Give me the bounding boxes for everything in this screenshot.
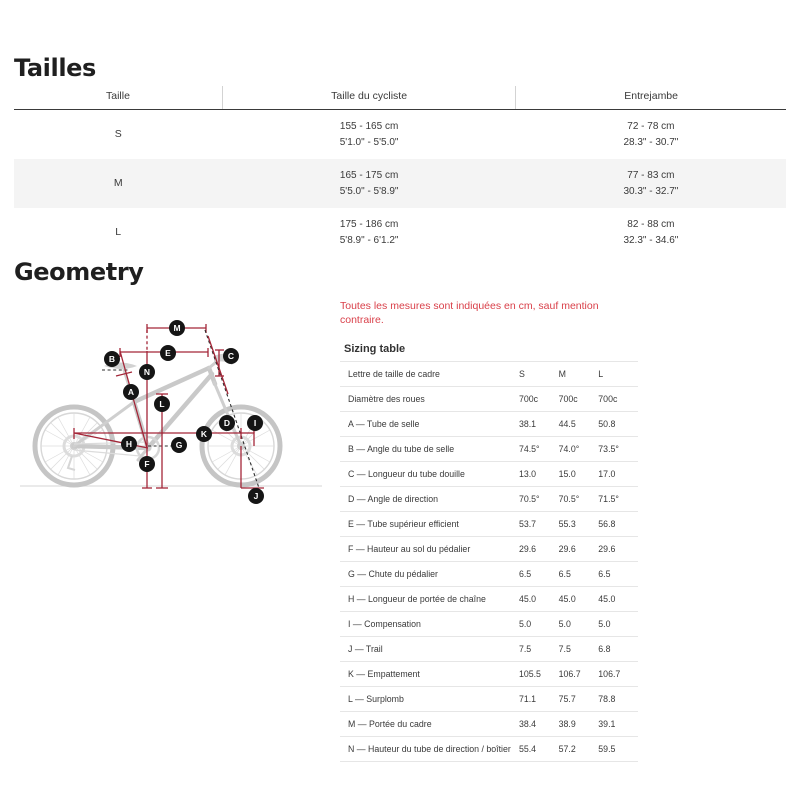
bike-geometry-diagram — [16, 306, 326, 541]
row-label: E — Tube supérieur efficient — [340, 512, 519, 537]
table-row-frame-size-letter — [340, 362, 638, 387]
row-label: J — Trail — [340, 637, 519, 662]
table-row-e-effective-top-tube — [340, 512, 638, 537]
marker-H — [121, 436, 137, 452]
header-taille: Taille — [14, 86, 222, 110]
row-label: Diamètre des roues — [340, 387, 519, 412]
value-s: 38.4 — [519, 712, 559, 737]
marker-A — [123, 384, 139, 400]
table-row — [14, 159, 786, 208]
cell-size: S — [114, 128, 122, 141]
value-l: 71.5° — [598, 487, 638, 512]
rider-height-cm: 165 - 175 cm — [339, 170, 399, 181]
value-l: 700c — [598, 387, 638, 412]
row-label: B — Angle du tube de selle — [340, 437, 519, 462]
table-row-c-head-tube-length — [340, 462, 638, 487]
value-m: M — [559, 362, 599, 387]
marker-G — [171, 437, 187, 453]
table-row — [14, 110, 786, 160]
value-s: 6.5 — [519, 562, 559, 587]
value-s: 71.1 — [519, 687, 559, 712]
value-l: 78.8 — [598, 687, 638, 712]
svg-text:B: B — [108, 354, 116, 364]
row-label: K — Empattement — [340, 662, 519, 687]
table-row-h-chainstay-length — [340, 587, 638, 612]
cell-inseam — [516, 110, 786, 160]
row-label: C — Longueur du tube douille — [340, 462, 519, 487]
table-header-row — [14, 86, 786, 110]
row-label: Lettre de taille de cadre — [340, 362, 519, 387]
value-m: 55.3 — [559, 512, 599, 537]
table-row — [14, 208, 786, 257]
marker-F — [139, 456, 155, 472]
value-m: 38.9 — [559, 712, 599, 737]
cell-rider-height — [222, 110, 515, 160]
table-row-b-seat-tube-angle — [340, 437, 638, 462]
svg-text:E: E — [165, 348, 171, 358]
row-label: A — Tube de selle — [340, 412, 519, 437]
inseam-cm: 72 - 78 cm — [627, 121, 675, 132]
table-row-g-bb-drop — [340, 562, 638, 587]
value-s: 53.7 — [519, 512, 559, 537]
value-m: 70.5° — [559, 487, 599, 512]
page-title-geometry: Geometry — [14, 258, 144, 286]
value-m: 57.2 — [559, 737, 599, 762]
value-l: L — [598, 362, 638, 387]
cell-rider-height — [222, 208, 515, 257]
cell-size: L — [115, 226, 122, 239]
value-m: 5.0 — [559, 612, 599, 637]
sizing-table-caption: Sizing table — [344, 343, 406, 356]
rider-height-ft: 5'5.0" - 5'8.9" — [339, 185, 399, 197]
svg-text:G: G — [175, 440, 183, 450]
value-s: 29.6 — [519, 537, 559, 562]
inseam-cm: 77 - 83 cm — [627, 170, 675, 181]
row-label: D — Angle de direction — [340, 487, 519, 512]
row-label: N — Hauteur du tube de direction / boîtier — [340, 737, 519, 762]
row-label: H — Longueur de portée de chaîne — [340, 587, 519, 612]
value-l: 29.6 — [598, 537, 638, 562]
row-label: L — Surplomb — [340, 687, 519, 712]
measurement-units-note: Toutes les mesures sont indiquées en cm, sauf mention contraire. — [340, 300, 599, 326]
cell-size: M — [14, 159, 222, 208]
value-l: 39.1 — [598, 712, 638, 737]
value-l: 59.5 — [598, 737, 638, 762]
value-l: 106.7 — [598, 662, 638, 687]
value-m: 7.5 — [559, 637, 599, 662]
marker-K — [196, 426, 212, 442]
table-row-k-wheelbase — [340, 662, 638, 687]
table-row-n-head-tube-height — [340, 737, 638, 762]
value-l: 45.0 — [598, 587, 638, 612]
geometry-sizing-table — [340, 361, 638, 762]
value-s: 70.5° — [519, 487, 559, 512]
geometry-panel — [340, 300, 638, 762]
value-l: 73.5° — [598, 437, 638, 462]
value-s: 74.5° — [519, 437, 559, 462]
cell-rider-height — [222, 159, 515, 208]
value-s: 700c — [519, 387, 559, 412]
value-m: 75.7 — [559, 687, 599, 712]
table-row-d-head-angle — [340, 487, 638, 512]
row-label: G — Chute du pédalier — [340, 562, 519, 587]
table-row-m-frame-reach — [340, 712, 638, 737]
svg-text:D: D — [223, 418, 231, 428]
svg-text:J: J — [253, 491, 259, 501]
value-s: 38.1 — [519, 412, 559, 437]
value-m: 74.0° — [559, 437, 599, 462]
value-s: 5.0 — [519, 612, 559, 637]
value-m: 700c — [559, 387, 599, 412]
svg-text:C: C — [227, 351, 235, 361]
marker-M — [169, 320, 185, 336]
value-s: 105.5 — [519, 662, 559, 687]
value-m: 44.5 — [559, 412, 599, 437]
row-label: I — Compensation — [340, 612, 519, 637]
svg-text:I: I — [253, 418, 257, 428]
value-l: 6.8 — [598, 637, 638, 662]
inseam-in: 28.3" - 30.7" — [623, 136, 679, 148]
row-label: F — Hauteur au sol du pédalier — [340, 537, 519, 562]
marker-B — [104, 351, 120, 367]
rider-sizes-table — [14, 86, 786, 257]
table-row-f-bb-height — [340, 537, 638, 562]
page-title-tailles: Tailles — [14, 54, 96, 82]
value-m: 15.0 — [559, 462, 599, 487]
marker-I — [247, 415, 263, 431]
svg-text:L: L — [159, 399, 165, 409]
table-row-wheel-diameter — [340, 387, 638, 412]
diagram-markers — [104, 320, 264, 504]
value-s: 55.4 — [519, 737, 559, 762]
value-m: 106.7 — [559, 662, 599, 687]
value-s: 45.0 — [519, 587, 559, 612]
value-s: 7.5 — [519, 637, 559, 662]
inseam-in: 30.3" - 32.7" — [623, 185, 679, 197]
row-label: M — Portée du cadre — [340, 712, 519, 737]
value-l: 5.0 — [598, 612, 638, 637]
value-s: 13.0 — [519, 462, 559, 487]
svg-text:F: F — [144, 459, 150, 469]
marker-J — [248, 488, 264, 504]
rider-height-ft: 5'8.9" - 6'1.2" — [339, 234, 399, 246]
svg-text:K: K — [200, 429, 208, 439]
marker-N — [139, 364, 155, 380]
inseam-cm: 82 - 88 cm — [627, 219, 675, 230]
svg-text:N: N — [143, 367, 151, 377]
rider-height-ft: 5'1.0" - 5'5.0" — [339, 136, 399, 148]
marker-L — [154, 396, 170, 412]
value-l: 50.8 — [598, 412, 638, 437]
marker-E — [160, 345, 176, 361]
value-m: 6.5 — [559, 562, 599, 587]
inseam-in: 32.3" - 34.6" — [623, 234, 679, 246]
marker-C — [223, 348, 239, 364]
marker-D — [219, 415, 235, 431]
value-m: 29.6 — [559, 537, 599, 562]
cell-inseam — [516, 159, 786, 208]
rider-height-cm: 175 - 186 cm — [339, 219, 399, 230]
table-row-i-offset — [340, 612, 638, 637]
svg-text:M: M — [173, 323, 181, 333]
table-row-j-trail — [340, 637, 638, 662]
svg-text:H: H — [125, 439, 133, 449]
value-s: S — [519, 362, 559, 387]
rider-height-cm: 155 - 165 cm — [339, 121, 399, 132]
table-row-l-standover — [340, 687, 638, 712]
table-row-a-seat-tube — [340, 412, 638, 437]
header-entrejambe: Entrejambe — [516, 86, 786, 110]
value-l: 56.8 — [598, 512, 638, 537]
cell-inseam — [516, 208, 786, 257]
value-l: 6.5 — [598, 562, 638, 587]
value-l: 17.0 — [598, 462, 638, 487]
value-m: 45.0 — [559, 587, 599, 612]
svg-text:A: A — [127, 387, 135, 397]
header-taille-cycliste: Taille du cycliste — [222, 86, 515, 110]
